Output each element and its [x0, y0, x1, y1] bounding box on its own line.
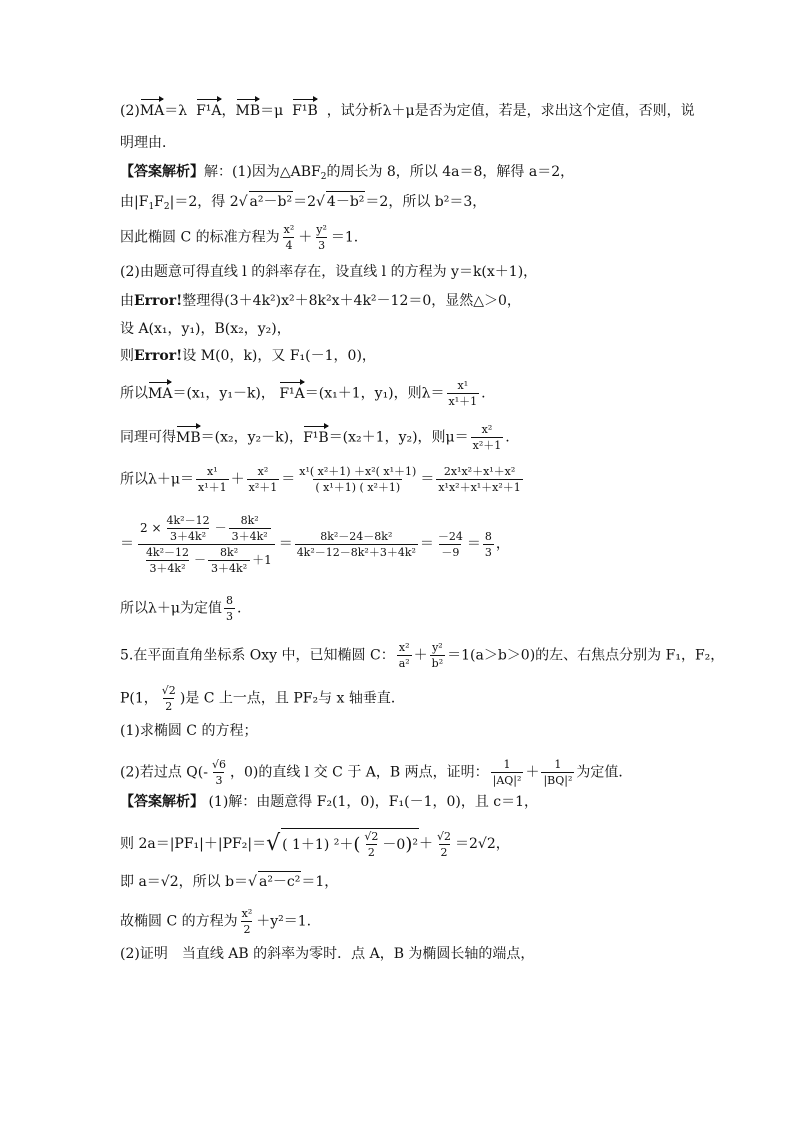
fraction: $\frac{8}{3}$ [225, 594, 233, 623]
sqrt-symbol: √ [238, 194, 248, 210]
problem-5-line1: 5.在平面直角坐标系 Oxy 中，已知椭圆 C： $\frac{\text{x²}}{\text{a²}}$ ＋ $\frac{\text{y²}}{\text{b²}}$ ＝1(a＞b＞0)的左、右焦点分别为 F₁，F₂， [120, 641, 725, 670]
vector-ma: MA [139, 103, 165, 119]
fraction: $\frac{\text{2x¹x²＋x¹＋x²}}{\text{x¹x²＋x¹＋x²＋1}}$ [438, 465, 521, 494]
answer-line3: 因此椭圆 C 的标准方程为 $\frac{\text{x²}}{4}$ ＋ $\frac{\text{y²}}{3}$ ＝1. [120, 223, 359, 252]
vector-f1b: F¹B [292, 103, 318, 119]
fraction: $\frac{\text{8k²－24－8k²}}{\text{4k²－12－8k²＋3＋4k²}}$ [296, 529, 416, 559]
answer-line8: 所以MA＝(x₁，y₁－k)， F¹A＝(x₁＋1，y₁)，则λ＝ $\frac{\text{x¹}}{\text{x¹＋1}}$ . [120, 379, 486, 408]
answer-5-line4: 故椭圆 C 的方程为 $\frac{\text{x²}}{2}$ ＋y²＝1. [120, 907, 312, 936]
answer-line7: 则Error!设 M(0，k)，又 F₁(－1，0)， [120, 348, 376, 364]
answer-5-line1: 【答案解析】 (1)解：由题意得 F₂(1，0)，F₁(－1，0)，且 c＝1， [120, 794, 539, 810]
vector-f1a: F¹A [196, 103, 222, 119]
fraction: $\frac{\text{y²}}{\text{b²}}$ [431, 641, 444, 670]
problem-5-line3: (1)求椭圆 C 的方程； [120, 723, 258, 739]
answer-line5: 由Error!整理得(3＋4k²)x²＋8k²x＋4k²－12＝0，显然△＞0， [120, 293, 521, 309]
answer-label: 【答案解析】 [120, 794, 204, 810]
fraction: $\frac{-24}{-9}$ [437, 529, 463, 559]
fraction: $\frac{\text{x¹}}{\text{x¹＋1}}$ [448, 379, 478, 408]
fraction: $\frac{\text{x²}}{2}$ [241, 907, 253, 936]
fraction: $\frac{√6}{3}$ [211, 758, 226, 787]
answer-line10: 所以λ＋μ＝ $\frac{\text{x¹}}{\text{x¹＋1}}$ ＋ $\frac{\text{x²}}{\text{x²＋1}}$ ＝ $\frac{\text{x¹( x²＋1) ＋x²( x¹＋1)}}{\text{( x¹＋1) ( x²＋1)}}$ ＝ $\frac{\text{2x¹x²＋x¹＋x²}}{\text{x¹x²＋x¹＋x²＋1}}$ [120, 465, 521, 494]
fraction: $\frac{√2}{2}$ [437, 829, 452, 859]
vector-mb: MB [235, 103, 261, 119]
answer-5-line3: 即 a＝√2，所以 b＝√ a²－c²＝1， [120, 871, 338, 892]
fraction: $\frac{\text{x²}}{\text{a²}}$ [398, 641, 410, 670]
fraction: $\frac{\text{x²}}{\text{x²＋1}}$ [472, 423, 502, 452]
error-text: Error! [134, 293, 183, 309]
answer-line4: (2)由题意可得直线 l 的斜率存在，设直线 l 的方程为 y＝k(x＋1)， [120, 264, 538, 280]
answer-label: 【答案解析】 [120, 164, 204, 180]
error-text: Error! [134, 348, 183, 364]
answer-line9: 同理可得MB＝(x₂，y₂－k)，F¹B＝(x₂＋1，y₂)，则μ＝ $\frac{\text{x²}}{\text{x²＋1}}$ . [120, 423, 510, 452]
problem-5-line2: P(1， $\frac{√2}{2}$ )是 C 上一点，且 PF₂与 x 轴垂直． [120, 684, 405, 713]
fraction: $\frac{√2}{2}$ [161, 684, 176, 713]
question-2-line1: (2)MA＝λ F¹A，MB＝μ F¹B ，试分析λ＋μ是否为定值，若是，求出这个定值，否则，说 [120, 103, 695, 119]
answer-5-line2: 则 2a＝|PF₁|＋|PF₂|＝ √ ( 1＋1) ²＋ ( $\frac{√2}{2}$ －0 ) ² ＋ $\frac{√2}{2}$ ＝2√2， [120, 829, 510, 859]
question-2-line2: 明理由． [120, 135, 176, 151]
answer-line6: 设 A(x₁，y₁)，B(x₂，y₂)， [120, 321, 291, 337]
fraction: $\frac{\text{x¹( x²＋1) ＋x²( x¹＋1)}}{\text{( x¹＋1) ( x²＋1)}}$ [299, 465, 417, 494]
fraction: $\frac{1}{\text{|BQ|²}}$ [543, 758, 573, 787]
answer-line2: 由$|F_1F_2|=2$，得 2√ a²－b²＝2√ 4－b²＝2，所以 b²＝3， [120, 191, 486, 217]
fraction: $\frac{\text{x²}}{4}$ [283, 223, 295, 252]
fraction: $\frac{\text{x²}}{\text{x²＋1}}$ [248, 465, 278, 494]
compound-fraction: 2 × $\frac{\text{4k²－12}}{\text{3＋4k²}}$ － $\frac{\text{8k²}}{\text{3＋4k²}}$ $\frac{\text{4k²－12}}{\text{3＋4k²}}$ － $\frac{\text{8k²}}{\text{3＋4k²}}$ ＋1 [137, 513, 276, 576]
fraction: $\frac{\text{x¹}}{\text{x¹＋1}}$ [197, 465, 227, 494]
answer-5-line5: (2)证明 当直线 AB 的斜率为零时．点 A，B 为椭圆长轴的端点， [120, 946, 535, 962]
answer-line1: 【答案解析】解：(1)因为$\triangle ABF_2$的周长为 8，所以 4a＝8，解得 a＝2， [120, 164, 575, 182]
answer-line11: ＝ 2 × $\frac{\text{4k²－12}}{\text{3＋4k²}}$ － $\frac{\text{8k²}}{\text{3＋4k²}}$ $\frac{\text{4k²－12}}{\text{3＋4k²}}$ － $\frac{\text{8k²}}{\text{3＋4k²}}$ ＋1 ＝ $\frac{\text{8k²－24－8k²}}{\text{4k²－12－8k²＋3＋4k²}}$ ＝ $\frac{-24}{-9}$ ＝ $\frac{8}{3}$ ， [120, 513, 510, 575]
fraction: $\frac{\text{y²}}{3}$ [316, 223, 327, 252]
sqrt-symbol: √ [266, 831, 281, 856]
fraction: $\frac{8}{3}$ [484, 529, 492, 559]
fraction: $\frac{1}{\text{|AQ|²}}$ [492, 758, 522, 787]
answer-line12: 所以λ＋μ为定值 $\frac{8}{3}$ . [120, 594, 242, 623]
problem-5-line4: (2)若过点 Q(- $\frac{√6}{3}$ ，0)的直线 l 交 C 于 A，B 两点，证明： $\frac{1}{\text{|AQ|²}}$ ＋ $\frac{1}{\text{|BQ|²}}$ 为定值． [120, 758, 633, 787]
